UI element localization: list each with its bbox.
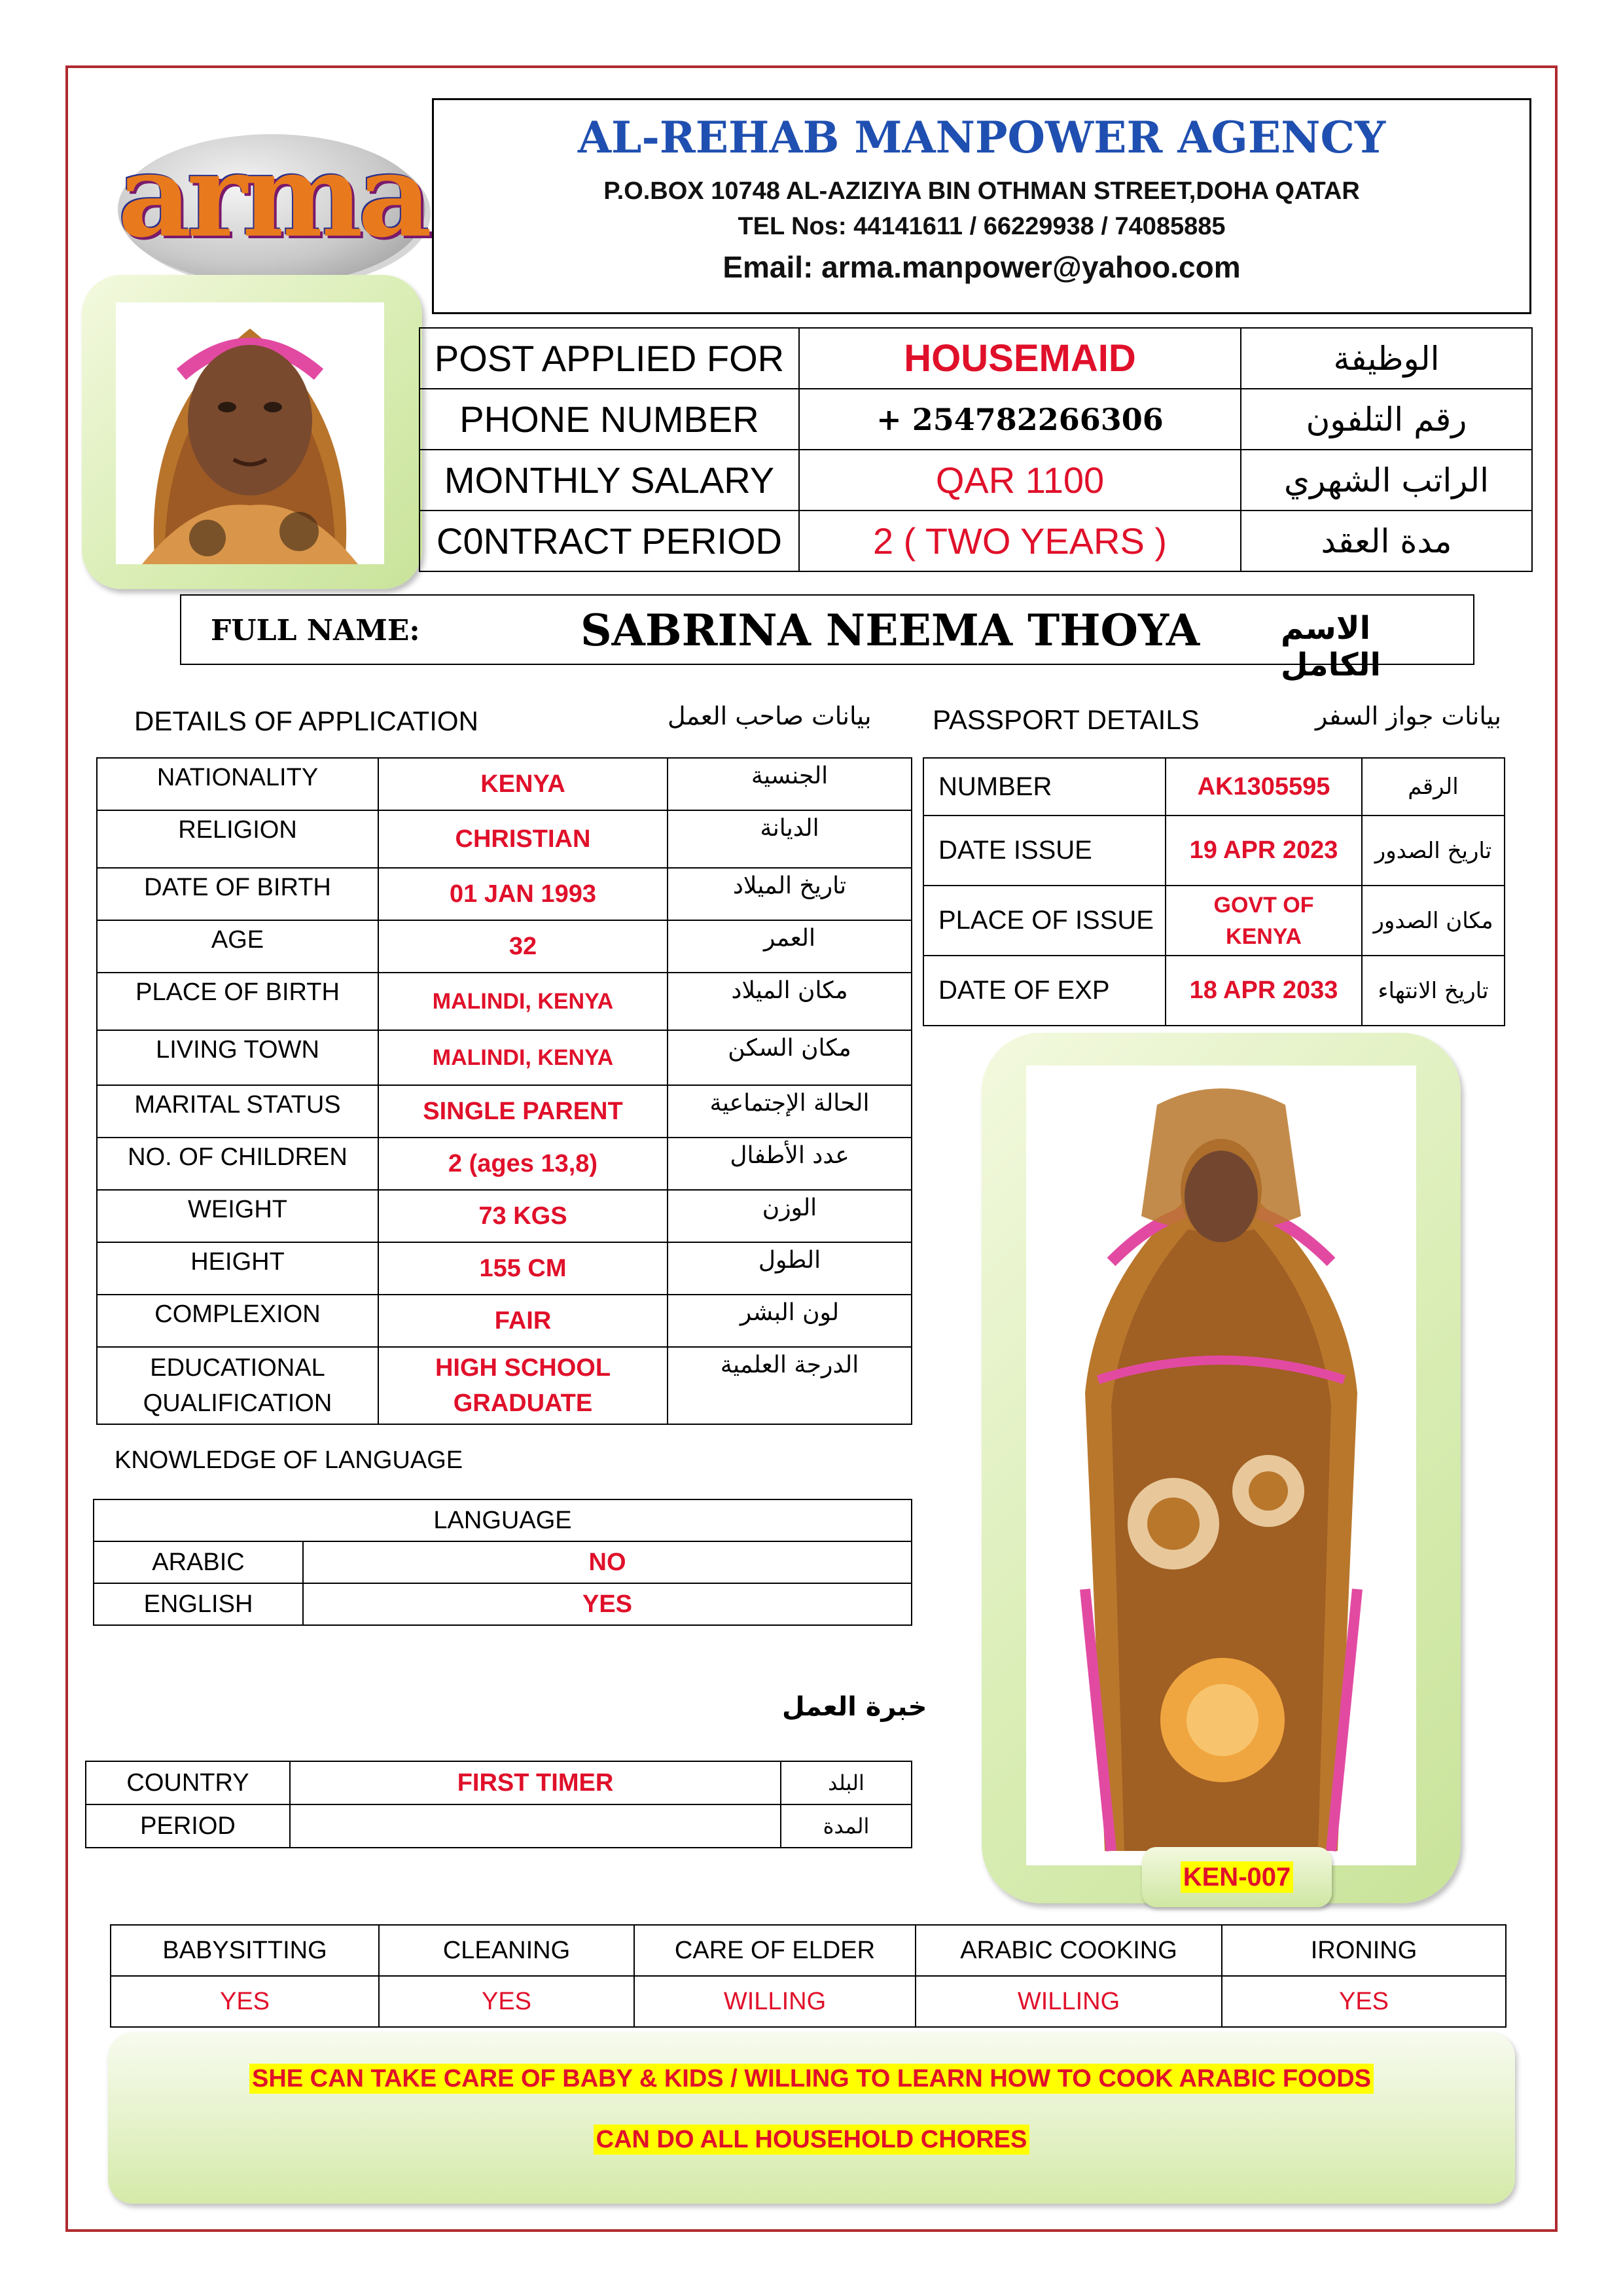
table-row	[97, 758, 912, 810]
application-heading-arabic: بيانات صاحب العمل	[668, 702, 872, 730]
phone-label: PHONE NUMBER	[419, 389, 799, 450]
full-body-photo-frame	[982, 1033, 1461, 1903]
table-row	[923, 758, 1505, 816]
application-arabic: الوزن	[668, 1190, 912, 1242]
experience-country-value: FIRST TIMER	[290, 1761, 781, 1804]
portrait-illustration	[116, 302, 384, 564]
table-row	[419, 389, 1532, 450]
experience-period-label: PERIOD	[86, 1804, 290, 1848]
application-arabic: مكان الميلاد	[668, 973, 912, 1030]
language-table	[93, 1499, 912, 1626]
language-arabic-value: NO	[303, 1541, 912, 1583]
skill-babysitting-value: YES	[111, 1976, 379, 2027]
table-row	[923, 886, 1505, 956]
table-row	[97, 868, 912, 920]
table-row	[97, 1190, 912, 1242]
table-row	[923, 816, 1505, 886]
contract-arabic: مدة العقد	[1241, 511, 1532, 571]
table-row	[923, 956, 1505, 1026]
table-row	[97, 1347, 912, 1424]
passport-number-value: AK1305595	[1166, 758, 1362, 816]
passport-table	[923, 757, 1505, 1026]
salary-arabic: الراتب الشهري	[1241, 450, 1532, 511]
reference-code-badge	[1142, 1847, 1332, 1907]
phone-value: + 254782266306	[799, 389, 1241, 450]
remarks-box	[108, 2032, 1515, 2204]
table-row	[97, 1242, 912, 1295]
table-row	[419, 450, 1532, 511]
skill-ironing-value: YES	[1222, 1976, 1506, 2027]
application-arabic: الجنسية	[668, 758, 912, 810]
logo-text: arma	[118, 129, 427, 263]
application-value: KENYA	[378, 758, 668, 810]
passport-exp-value: 18 APR 2033	[1166, 956, 1362, 1026]
agency-address: P.O.BOX 10748 AL-AZIZIYA BIN OTHMAN STREET,DOHA QATAR	[603, 177, 1360, 205]
post-arabic: الوظيفة	[1241, 328, 1532, 389]
table-row	[86, 1761, 912, 1804]
passport-heading-arabic: بيانات جواز السفر	[1315, 702, 1501, 730]
application-label: HEIGHT	[97, 1242, 378, 1295]
table-row	[97, 1138, 912, 1190]
portrait-photo	[116, 302, 384, 564]
full-name-box	[180, 594, 1474, 683]
full-body-photo	[1026, 1066, 1416, 1865]
passport-place-value: GOVT OF KENYA	[1166, 886, 1362, 956]
passport-heading: PASSPORT DETAILS	[933, 704, 1200, 735]
table-row	[97, 920, 912, 973]
passport-exp-arabic: تاريخ الانتهاء	[1362, 956, 1505, 1026]
application-arabic: الدرجة العلمية	[668, 1347, 912, 1424]
table-row	[111, 1976, 1506, 2027]
full-name-value: SABRINA NEEMA THOYA	[580, 605, 1200, 656]
application-label: COMPLEXION	[97, 1295, 378, 1347]
table-row	[419, 328, 1532, 389]
language-table-header: LANGUAGE	[94, 1499, 912, 1541]
language-english-value: YES	[303, 1583, 912, 1625]
phone-arabic: رقم التلفون	[1241, 389, 1532, 450]
table-row	[94, 1583, 912, 1625]
salary-label: MONTHLY SALARY	[419, 450, 799, 511]
language-arabic-label: ARABIC	[94, 1541, 303, 1583]
passport-exp-label: DATE OF EXP	[923, 956, 1166, 1026]
table-row	[97, 810, 912, 868]
passport-place-label: PLACE OF ISSUE	[923, 886, 1166, 956]
application-value: 32	[378, 920, 668, 973]
application-value: CHRISTIAN	[378, 810, 668, 868]
post-label: POST APPLIED FOR	[419, 328, 799, 389]
job-summary-table	[419, 327, 1533, 572]
table-row	[97, 1295, 912, 1347]
table-row	[86, 1804, 912, 1848]
application-table	[96, 757, 912, 1425]
application-label: MARITAL STATUS	[97, 1085, 378, 1138]
full-name-label: FULL NAME:	[211, 614, 420, 647]
reference-code: KEN-007	[1181, 1861, 1294, 1893]
skill-cooking-label: ARABIC COOKING	[916, 1925, 1222, 1976]
application-label: NO. OF CHILDREN	[97, 1138, 378, 1190]
experience-period-value	[290, 1804, 781, 1848]
contract-value: 2 ( TWO YEARS )	[799, 511, 1241, 571]
application-value: MALINDI, KENYA	[378, 973, 668, 1030]
table-row	[97, 1085, 912, 1138]
post-value: HOUSEMAID	[799, 328, 1241, 389]
passport-issue-arabic: تاريخ الصدور	[1362, 816, 1505, 886]
remark-line	[108, 2126, 1515, 2154]
table-row	[111, 1925, 1506, 1976]
passport-number-label: NUMBER	[923, 758, 1166, 816]
table-row	[97, 973, 912, 1030]
skill-cleaning-value: YES	[379, 1976, 634, 2027]
experience-table	[85, 1761, 912, 1848]
agency-email: Email: arma.manpower@yahoo.com	[722, 250, 1241, 284]
table-row	[94, 1499, 912, 1541]
full-name-arabic: الاسم الكامل	[1281, 610, 1381, 683]
experience-country-arabic: البلد	[781, 1761, 912, 1804]
application-value: 155 CM	[378, 1242, 668, 1295]
application-value: MALINDI, KENYA	[378, 1030, 668, 1085]
application-value: 01 JAN 1993	[378, 868, 668, 920]
skill-cooking-value: WILLING	[916, 1976, 1222, 2027]
passport-number-arabic: الرقم	[1362, 758, 1505, 816]
experience-period-arabic: المدة	[781, 1804, 912, 1848]
application-arabic: الحالة الإجتماعية	[668, 1085, 912, 1138]
skill-elder-value: WILLING	[634, 1976, 916, 2027]
application-label: LIVING TOWN	[97, 1030, 378, 1085]
language-english-label: ENGLISH	[94, 1583, 303, 1625]
application-arabic: عدد الأطفال	[668, 1138, 912, 1190]
language-heading: KNOWLEDGE OF LANGUAGE	[115, 1446, 463, 1474]
passport-issue-value: 19 APR 2023	[1166, 816, 1362, 886]
remark-line	[108, 2065, 1515, 2093]
table-row	[97, 1030, 912, 1085]
application-value: 73 KGS	[378, 1190, 668, 1242]
application-arabic: مكان السكن	[668, 1030, 912, 1085]
application-arabic: الطول	[668, 1242, 912, 1295]
remark-2: CAN DO ALL HOUSEHOLD CHORES	[594, 2125, 1030, 2155]
application-label: DATE OF BIRTH	[97, 868, 378, 920]
table-row	[94, 1541, 912, 1583]
skill-cleaning-label: CLEANING	[379, 1925, 634, 1976]
table-row	[419, 511, 1532, 571]
skill-elder-label: CARE OF ELDER	[634, 1925, 916, 1976]
application-label: EDUCATIONAL QUALIFICATION	[97, 1347, 378, 1424]
application-value: HIGH SCHOOL GRADUATE	[378, 1347, 668, 1424]
passport-issue-label: DATE ISSUE	[923, 816, 1166, 886]
application-value: 2 (ages 13,8)	[378, 1138, 668, 1190]
application-arabic: تاريخ الميلاد	[668, 868, 912, 920]
full-body-illustration	[1026, 1066, 1416, 1865]
application-arabic: لون البشر	[668, 1295, 912, 1347]
agency-name: AL-REHAB MANPOWER AGENCY	[577, 112, 1386, 163]
application-label: PLACE OF BIRTH	[97, 973, 378, 1030]
experience-country-label: COUNTRY	[86, 1761, 290, 1804]
experience-heading: خبرة العمل	[782, 1692, 927, 1722]
application-label: NATIONALITY	[97, 758, 378, 810]
application-heading: DETAILS OF APPLICATION	[134, 706, 478, 736]
application-arabic: العمر	[668, 920, 912, 973]
passport-place-arabic: مكان الصدور	[1362, 886, 1505, 956]
application-label: RELIGION	[97, 810, 378, 868]
application-label: AGE	[97, 920, 378, 973]
application-arabic: الديانة	[668, 810, 912, 868]
skill-babysitting-label: BABYSITTING	[111, 1925, 379, 1976]
portrait-photo-frame	[82, 275, 422, 589]
application-value: FAIR	[378, 1295, 668, 1347]
application-value: SINGLE PARENT	[378, 1085, 668, 1138]
skill-ironing-label: IRONING	[1222, 1925, 1506, 1976]
salary-value: QAR 1100	[799, 450, 1241, 511]
skills-table	[110, 1924, 1507, 2028]
agency-header	[432, 98, 1531, 314]
contract-label: C0NTRACT PERIOD	[419, 511, 799, 571]
application-label: WEIGHT	[97, 1190, 378, 1242]
remark-1: SHE CAN TAKE CARE OF BABY & KIDS / WILLING TO LEARN HOW TO COOK ARABIC FOODS	[249, 2064, 1374, 2094]
agency-tel: TEL Nos: 44141611 / 66229938 / 74085885	[738, 213, 1226, 240]
